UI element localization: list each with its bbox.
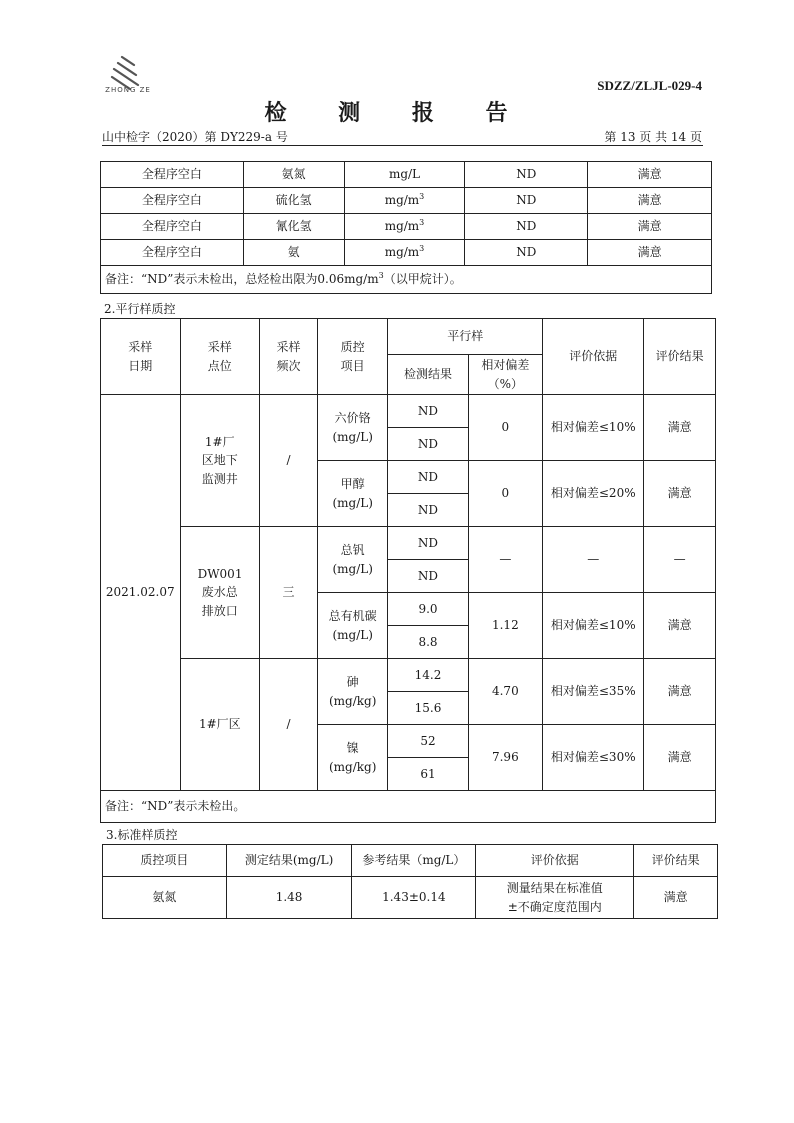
header-item: 质控项目	[103, 845, 227, 877]
cell-eval: 满意	[588, 162, 712, 188]
cell-result: 8.8	[388, 626, 468, 659]
basis-text: 测量结果在标准值±不确定度范围内	[506, 880, 603, 914]
header-row	[101, 319, 716, 355]
unit-sup: 3	[419, 218, 425, 228]
header-freq	[260, 319, 318, 395]
cell-result: 15.6	[388, 692, 468, 725]
cell-type: 全程序空白	[101, 162, 244, 188]
header-parallel: 平行样	[388, 319, 543, 355]
table-row	[101, 527, 716, 560]
cell-item	[317, 659, 388, 725]
cell-type: 全程序空白	[101, 188, 244, 214]
cell-item: 氨	[243, 240, 344, 266]
header-eval: 评价结果	[644, 319, 716, 395]
header-result: 检测结果	[388, 355, 468, 395]
page-info: 第 13 页 共 14 页	[604, 130, 702, 144]
cell-eval: —	[644, 527, 716, 593]
cell-eval: 满意	[588, 214, 712, 240]
page-title: 检 测 报 告	[264, 100, 530, 126]
cell-unit	[344, 162, 465, 188]
item-name: 总有机碳	[328, 608, 377, 623]
cell-result: 14.2	[388, 659, 468, 692]
cell-basis	[476, 877, 634, 919]
cell-eval: 满意	[644, 461, 716, 527]
item-unit: (mg/L)	[332, 627, 373, 642]
section-title-standard: 3.标准样质控	[106, 828, 178, 842]
cell-unit	[344, 240, 465, 266]
table-row	[101, 188, 712, 214]
cell-deviation: 7.96	[468, 725, 543, 791]
note-row	[101, 791, 716, 823]
item-unit: (mg/kg)	[328, 759, 377, 774]
note-text: 备注：“ND”表示未检出，总烃检出限为0.06mg/m	[105, 272, 379, 287]
cell-eval: 满意	[644, 659, 716, 725]
cell-item: 硫化氢	[243, 188, 344, 214]
table-row	[101, 162, 712, 188]
item-name: 甲醇	[340, 476, 365, 491]
header-freq-text: 采样频次	[276, 339, 301, 373]
table-row	[101, 240, 712, 266]
cell-result: ND	[388, 560, 468, 593]
cell-point	[180, 527, 260, 659]
unit-text: mg/m	[384, 245, 420, 260]
note-text-end: （以甲烷计）。	[383, 272, 462, 287]
cell-type: 全程序空白	[101, 214, 244, 240]
cell-item	[317, 461, 388, 527]
cell-deviation: 1.12	[468, 593, 543, 659]
cell-basis: 相对偏差≤10%	[543, 395, 644, 461]
note-sup: 3	[378, 271, 384, 281]
header-measured: 测定结果(mg/L)	[226, 845, 352, 877]
cell-result: 61	[388, 758, 468, 791]
item-unit: (mg/kg)	[328, 693, 377, 708]
cell-result: ND	[465, 214, 588, 240]
cell-deviation: —	[468, 527, 543, 593]
cell-eval: 满意	[644, 395, 716, 461]
header-deviation-text: 相对偏差（%）	[481, 357, 530, 391]
item-name: 砷	[346, 674, 359, 689]
cell-point	[180, 395, 260, 527]
cell-item	[317, 725, 388, 791]
table-row	[101, 214, 712, 240]
cell-basis: 相对偏差≤10%	[543, 593, 644, 659]
cell-result: ND	[388, 395, 468, 428]
item-name: 总钒	[340, 542, 365, 557]
cell-unit	[344, 188, 465, 214]
cell-freq: 三	[260, 527, 318, 659]
cell-eval: 满意	[588, 240, 712, 266]
cell-result: ND	[388, 428, 468, 461]
cell-type: 全程序空白	[101, 240, 244, 266]
cell-eval: 满意	[644, 725, 716, 791]
unit-sup: 3	[419, 244, 425, 254]
cell-basis: 相对偏差≤30%	[543, 725, 644, 791]
unit-text: mg/L	[388, 167, 421, 182]
header-basis: 评价依据	[476, 845, 634, 877]
blank-sample-table	[100, 161, 712, 294]
cell-unit	[344, 214, 465, 240]
cell-freq: /	[260, 659, 318, 791]
cell-reference: 1.43±0.14	[352, 877, 476, 919]
header-reference: 参考结果（mg/L）	[352, 845, 476, 877]
cell-date: 2021.02.07	[101, 395, 181, 791]
cell-basis: 相对偏差≤20%	[543, 461, 644, 527]
unit-sup: 3	[419, 192, 425, 202]
header-date-text: 采样日期	[128, 339, 153, 373]
header-rule	[102, 145, 703, 146]
cell-result: ND	[465, 162, 588, 188]
table-row	[101, 659, 716, 692]
report-number: 山中检字（2020）第 DY229-a 号	[102, 130, 288, 144]
header-basis: 评价依据	[543, 319, 644, 395]
note-row	[101, 266, 712, 294]
point-text: 1#厂区地下监测井	[201, 434, 238, 486]
blank-note	[101, 266, 712, 294]
header-row	[103, 845, 718, 877]
header-point-text: 采样点位	[207, 339, 232, 373]
cell-result: 9.0	[388, 593, 468, 626]
cell-freq: /	[260, 395, 318, 527]
item-name: 镍	[346, 740, 359, 755]
item-name: 六价铬	[334, 410, 371, 425]
logo-text: ZHONG ZE	[105, 86, 151, 94]
cell-deviation: 4.70	[468, 659, 543, 725]
unit-text: mg/m	[384, 219, 420, 234]
parallel-sample-table	[100, 318, 716, 823]
item-unit: (mg/L)	[332, 495, 373, 510]
cell-deviation: 0	[468, 461, 543, 527]
cell-eval: 满意	[644, 593, 716, 659]
cell-basis: 相对偏差≤35%	[543, 659, 644, 725]
header-deviation	[468, 355, 543, 395]
table-row	[101, 395, 716, 428]
header-date	[101, 319, 181, 395]
cell-result: ND	[388, 527, 468, 560]
cell-eval: 满意	[634, 877, 718, 919]
section-title-parallel: 2.平行样质控	[104, 302, 176, 316]
document-number: SDZZ/ZLJL-029-4	[597, 78, 702, 93]
unit-text: mg/m	[384, 193, 420, 208]
cell-item: 氰化氢	[243, 214, 344, 240]
cell-result: 52	[388, 725, 468, 758]
parallel-note: 备注：“ND”表示未检出。	[101, 791, 716, 823]
cell-deviation: 0	[468, 395, 543, 461]
cell-item	[317, 395, 388, 461]
cell-result: ND	[465, 240, 588, 266]
cell-basis: —	[543, 527, 644, 593]
header-eval: 评价结果	[634, 845, 718, 877]
item-unit: (mg/L)	[332, 429, 373, 444]
header-item-text: 质控项目	[340, 339, 365, 373]
cell-point: 1#厂区	[180, 659, 260, 791]
cell-result: ND	[388, 461, 468, 494]
point-text: DW001废水总排放口	[197, 566, 243, 618]
header-item	[317, 319, 388, 395]
cell-item	[317, 527, 388, 593]
cell-measured: 1.48	[226, 877, 352, 919]
item-unit: (mg/L)	[332, 561, 373, 576]
cell-eval: 满意	[588, 188, 712, 214]
cell-result: ND	[465, 188, 588, 214]
cell-item	[317, 593, 388, 659]
table-row	[103, 877, 718, 919]
cell-item: 氨氮	[103, 877, 227, 919]
cell-item: 氨氮	[243, 162, 344, 188]
standard-sample-table	[102, 844, 718, 919]
header-point	[180, 319, 260, 395]
cell-result: ND	[388, 494, 468, 527]
